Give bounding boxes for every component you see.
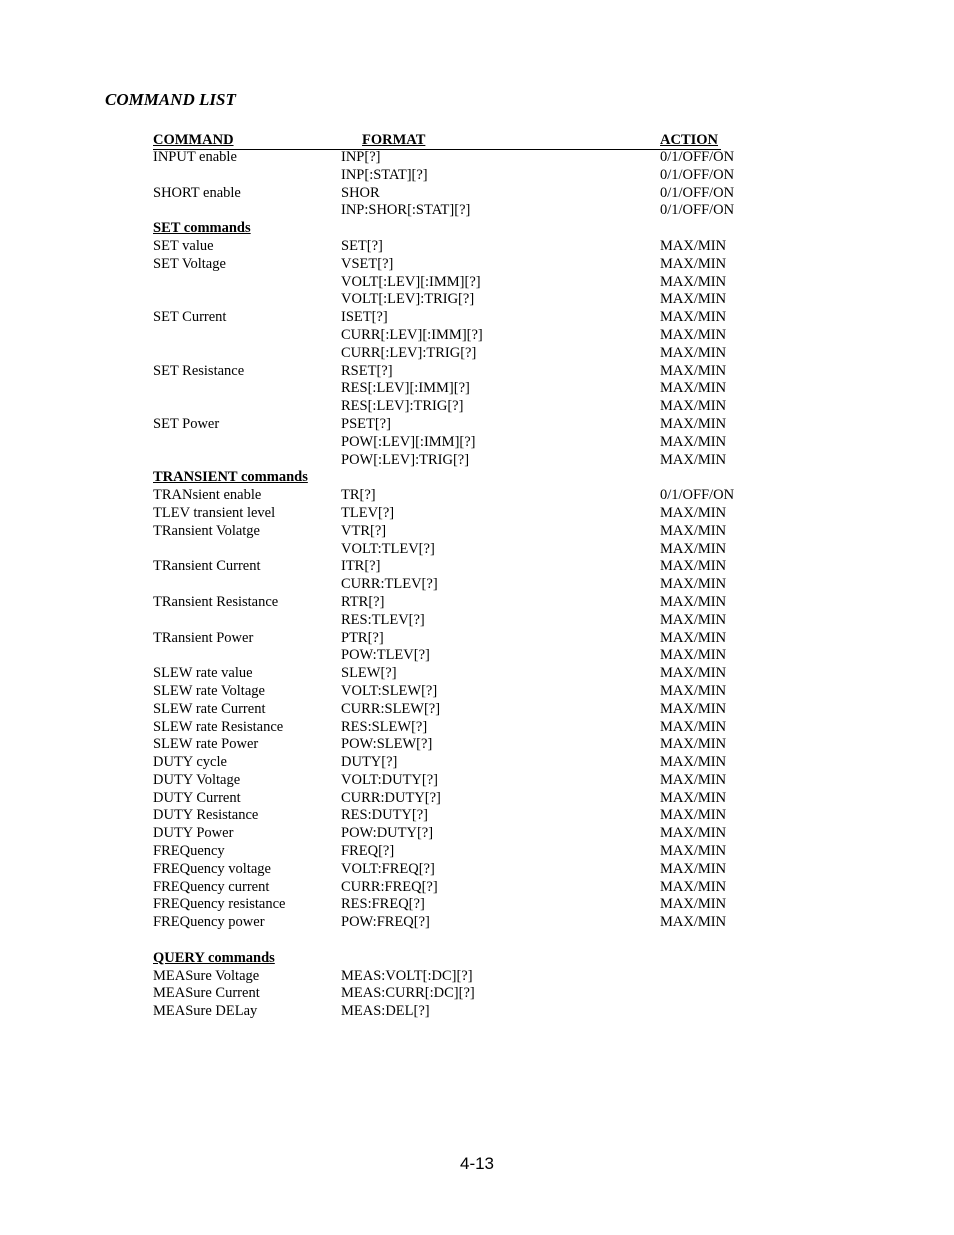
table-row [153, 825, 853, 843]
table-row [153, 968, 853, 986]
table-row [153, 291, 853, 309]
action-cell: MAX/MIN [660, 415, 727, 432]
command-cell: SET Voltage [153, 255, 226, 272]
command-cell: FREQuency power [153, 914, 265, 931]
format-cell: TLEV[?] [341, 504, 395, 521]
command-cell: FREQuency current [153, 878, 270, 895]
table-row [153, 149, 853, 167]
action-cell: MAX/MIN [660, 647, 727, 664]
format-cell: ISET[?] [341, 309, 388, 326]
command-cell: SHORT enable [153, 184, 241, 201]
section-heading [153, 469, 853, 487]
action-cell: MAX/MIN [660, 309, 727, 326]
action-cell: MAX/MIN [660, 896, 727, 913]
format-cell: VOLT:DUTY[?] [341, 771, 438, 788]
command-cell: TRANSIENT commands [153, 469, 308, 486]
action-cell: MAX/MIN [660, 540, 727, 557]
action-cell: MAX/MIN [660, 878, 727, 895]
command-cell: TRansient Resistance [153, 593, 279, 610]
command-cell: SLEW rate Resistance [153, 718, 284, 735]
format-cell: FREQ[?] [341, 843, 395, 860]
action-cell: MAX/MIN [660, 771, 727, 788]
table-row [153, 861, 853, 879]
format-cell: RES:TLEV[?] [341, 611, 425, 628]
action-cell: 0/1/OFF/ON [660, 149, 735, 165]
table-row [153, 380, 853, 398]
action-cell: MAX/MIN [660, 682, 727, 699]
action-cell: MAX/MIN [660, 380, 727, 397]
command-cell: SET value [153, 237, 214, 254]
format-cell: CURR:DUTY[?] [341, 789, 441, 806]
format-cell: CURR:SLEW[?] [341, 700, 441, 717]
format-cell: CURR:FREQ[?] [341, 878, 438, 895]
table-row [153, 879, 853, 897]
format-cell: RTR[?] [341, 593, 385, 610]
action-cell: MAX/MIN [660, 914, 727, 931]
command-cell: MEASure DELay [153, 1003, 258, 1020]
action-cell: MAX/MIN [660, 825, 727, 842]
format-cell: ITR[?] [341, 558, 381, 575]
format-cell: RES:SLEW[?] [341, 718, 428, 735]
format-cell: RSET[?] [341, 362, 393, 379]
command-cell: MEASure Voltage [153, 967, 260, 984]
format-cell: VSET[?] [341, 255, 394, 272]
format-cell: VOLT:TLEV[?] [341, 540, 435, 557]
table-row [153, 256, 853, 274]
action-cell: MAX/MIN [660, 789, 727, 806]
action-cell: MAX/MIN [660, 522, 727, 539]
table-row [153, 309, 853, 327]
table-row [153, 665, 853, 683]
action-cell: MAX/MIN [660, 451, 727, 468]
table-row [153, 843, 853, 861]
table-row [153, 736, 853, 754]
action-cell: MAX/MIN [660, 860, 727, 877]
format-cell: POW:FREQ[?] [341, 914, 430, 931]
command-cell: FREQuency resistance [153, 896, 286, 913]
command-cell: QUERY commands [153, 949, 275, 966]
command-cell: INPUT enable [153, 149, 237, 165]
table-row [153, 202, 853, 220]
command-cell: SLEW rate Current [153, 700, 266, 717]
format-cell: VOLT[:LEV]:TRIG[?] [341, 291, 475, 308]
command-cell: DUTY Voltage [153, 771, 241, 788]
spacer-row [153, 932, 853, 950]
table-row [153, 487, 853, 505]
action-cell: MAX/MIN [660, 326, 727, 343]
action-cell: MAX/MIN [660, 273, 727, 290]
action-cell: 0/1/OFF/ON [660, 184, 735, 201]
action-cell: MAX/MIN [660, 398, 727, 415]
format-cell: POW:TLEV[?] [341, 647, 430, 664]
table-row [153, 807, 853, 825]
format-cell: RES[:LEV][:IMM][?] [341, 380, 470, 397]
format-cell: POW:SLEW[?] [341, 736, 433, 753]
table-row [153, 985, 853, 1003]
format-cell: SLEW[?] [341, 665, 397, 682]
page-title: COMMAND LIST [105, 90, 236, 109]
action-cell: MAX/MIN [660, 255, 727, 272]
table-row [153, 505, 853, 523]
format-cell: POW[:LEV][:IMM][?] [341, 433, 476, 450]
action-cell: 0/1/OFF/ON [660, 487, 735, 504]
command-cell: DUTY Power [153, 825, 234, 842]
table-row [153, 896, 853, 914]
format-cell: RES:DUTY[?] [341, 807, 428, 824]
command-cell: FREQuency voltage [153, 860, 271, 877]
command-cell: MEASure Current [153, 985, 260, 1002]
action-cell: MAX/MIN [660, 576, 727, 593]
command-cell: FREQuency [153, 843, 225, 860]
format-cell: MEAS:CURR[:DC][?] [341, 985, 475, 1002]
format-cell: MEAS:VOLT[:DC][?] [341, 967, 473, 984]
format-cell: PSET[?] [341, 415, 391, 432]
table-row [153, 558, 853, 576]
format-cell: INP:SHOR[:STAT][?] [341, 202, 471, 219]
action-cell: MAX/MIN [660, 504, 727, 521]
format-cell: VOLT:SLEW[?] [341, 682, 438, 699]
section-heading [153, 950, 853, 968]
format-cell: DUTY[?] [341, 754, 398, 771]
command-cell: SLEW rate Voltage [153, 682, 265, 699]
action-cell: MAX/MIN [660, 291, 727, 308]
command-cell: SET Current [153, 309, 227, 326]
action-cell: MAX/MIN [660, 237, 727, 254]
command-cell: TRansient Current [153, 558, 261, 575]
command-cell: SET commands [153, 220, 251, 237]
action-cell: MAX/MIN [660, 611, 727, 628]
table-row [153, 327, 853, 345]
command-cell: SET Resistance [153, 362, 245, 379]
table-row [153, 452, 853, 470]
command-table [153, 149, 853, 1021]
action-cell: MAX/MIN [660, 736, 727, 753]
table-row [153, 398, 853, 416]
table-row [153, 790, 853, 808]
table-row [153, 719, 853, 737]
command-cell: DUTY Resistance [153, 807, 259, 824]
command-cell: DUTY cycle [153, 754, 227, 771]
format-cell: VOLT:FREQ[?] [341, 860, 435, 877]
table-row [153, 594, 853, 612]
table-row [153, 683, 853, 701]
page-number: 4-13 [459, 1154, 495, 1173]
command-cell: SLEW rate Power [153, 736, 259, 753]
action-cell: MAX/MIN [660, 558, 727, 575]
action-cell: 0/1/OFF/ON [660, 202, 735, 219]
table-row [153, 701, 853, 719]
table-row [153, 167, 853, 185]
format-cell: SET[?] [341, 237, 383, 254]
section-heading [153, 220, 853, 238]
action-cell: MAX/MIN [660, 754, 727, 771]
format-cell: SHOR [341, 184, 380, 201]
header-format: FORMAT [362, 132, 426, 148]
action-cell: MAX/MIN [660, 433, 727, 450]
command-cell: TRANsient enable [153, 487, 262, 504]
format-cell: POW:DUTY[?] [341, 825, 434, 842]
table-row [153, 754, 853, 772]
command-cell: SET Power [153, 415, 220, 432]
command-cell: TLEV transient level [153, 504, 276, 521]
action-cell: MAX/MIN [660, 344, 727, 361]
command-cell: TRansient Power [153, 629, 254, 646]
table-row [153, 612, 853, 630]
table-row [153, 1003, 853, 1021]
format-cell: VTR[?] [341, 522, 387, 539]
format-cell: CURR[:LEV]:TRIG[?] [341, 344, 477, 361]
action-cell: 0/1/OFF/ON [660, 166, 735, 183]
table-row [153, 274, 853, 292]
table-row [153, 416, 853, 434]
table-row [153, 434, 853, 452]
command-cell: TRansient Volatge [153, 522, 260, 539]
format-cell: RES:FREQ[?] [341, 896, 425, 913]
format-cell: INP[?] [341, 149, 381, 165]
action-cell: MAX/MIN [660, 718, 727, 735]
table-row [153, 647, 853, 665]
table-row [153, 363, 853, 381]
format-cell: CURR:TLEV[?] [341, 576, 438, 593]
table-row [153, 185, 853, 203]
header-command: COMMAND [153, 132, 234, 148]
table-row [153, 345, 853, 363]
format-cell: VOLT[:LEV][:IMM][?] [341, 273, 481, 290]
table-row [153, 772, 853, 790]
action-cell: MAX/MIN [660, 665, 727, 682]
command-cell: SLEW rate value [153, 665, 253, 682]
table-row [153, 630, 853, 648]
action-cell: MAX/MIN [660, 362, 727, 379]
table-row [153, 914, 853, 932]
format-cell: POW[:LEV]:TRIG[?] [341, 451, 470, 468]
table-header [153, 132, 721, 150]
action-cell: MAX/MIN [660, 700, 727, 717]
table-row [153, 238, 853, 256]
command-cell: DUTY Current [153, 789, 241, 806]
table-row [153, 576, 853, 594]
table-row [153, 523, 853, 541]
action-cell: MAX/MIN [660, 593, 727, 610]
format-cell: CURR[:LEV][:IMM][?] [341, 326, 483, 343]
format-cell: TR[?] [341, 487, 376, 504]
table-row [153, 541, 853, 559]
header-action: ACTION [660, 132, 719, 148]
action-cell: MAX/MIN [660, 807, 727, 824]
format-cell: PTR[?] [341, 629, 384, 646]
action-cell: MAX/MIN [660, 843, 727, 860]
format-cell: MEAS:DEL[?] [341, 1003, 430, 1020]
format-cell: INP[:STAT][?] [341, 166, 428, 183]
action-cell: MAX/MIN [660, 629, 727, 646]
format-cell: RES[:LEV]:TRIG[?] [341, 398, 464, 415]
